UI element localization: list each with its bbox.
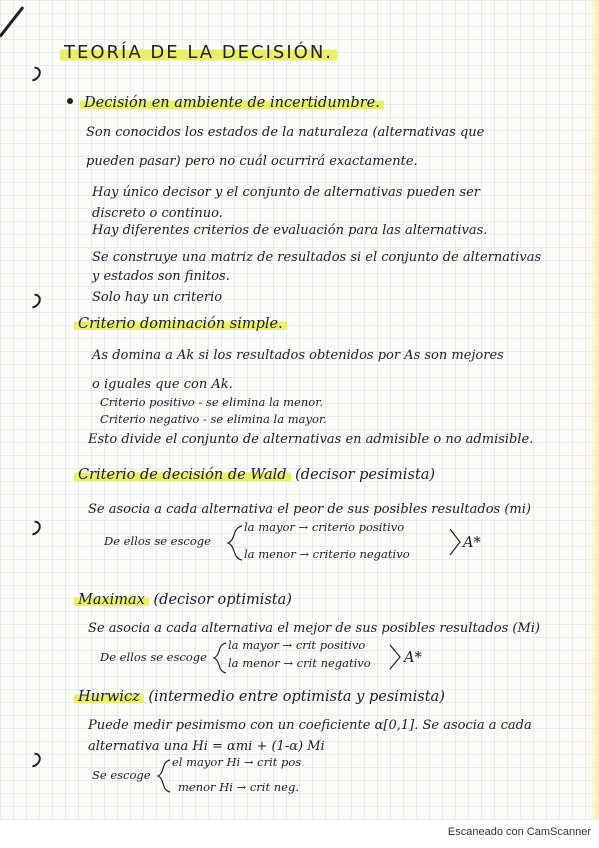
text-line: pueden pasar) pero no cuál ocurrirá exactamente. bbox=[86, 154, 418, 169]
text-line: Hay diferentes criterios de evaluación para las alternativas. bbox=[92, 223, 488, 238]
page-title bbox=[60, 44, 337, 62]
pen-stroke-mark bbox=[0, 6, 24, 38]
result-label: A* bbox=[404, 650, 422, 666]
choice-option: el mayor Hi → crit pos bbox=[172, 755, 302, 769]
closing-bracket-icon bbox=[388, 643, 402, 671]
bullet-dot bbox=[67, 98, 73, 104]
brace-icon bbox=[226, 524, 244, 562]
choice-option: la mayor → criterio positivo bbox=[244, 520, 405, 534]
text-line: As domina a Ak si los resultados obtenidos por As son mejores bbox=[92, 348, 504, 363]
text-line: Puede medir pesimismo con un coeficiente α[0,1]. Se asocia a cada bbox=[88, 718, 532, 733]
binder-hole-mark bbox=[23, 291, 44, 312]
text-line: Criterio negativo - se elimina la mayor. bbox=[100, 412, 327, 426]
heading-note: (decisor optimista) bbox=[153, 592, 292, 608]
choice-lead: De ellos se escoge bbox=[104, 534, 211, 548]
page-title-text: TEORÍA DE LA DECISIÓN. bbox=[60, 42, 337, 63]
section-heading-wald: Criterio de decisión de Wald (decisor pesimista) bbox=[74, 468, 435, 483]
section-heading-simple-dominance: Criterio dominación simple. bbox=[74, 317, 287, 332]
choice-lead: De ellos se escoge bbox=[100, 650, 207, 664]
heading-note: (intermedio entre optimista y pesimista) bbox=[148, 689, 445, 705]
section-heading-maximax: Maximax (decisor optimista) bbox=[74, 593, 292, 608]
text-line: Hay único decisor y el conjunto de alternativas pueden ser bbox=[92, 185, 480, 200]
text-line: Esto divide el conjunto de alternativas en admisible o no admisible. bbox=[88, 432, 534, 447]
choice-option: menor Hi → crit neg. bbox=[178, 780, 299, 794]
section-heading-uncertainty: Decisión en ambiente de incertidumbre. bbox=[80, 96, 384, 111]
text-line: alternativa una Hi = αmi + (1-α) Mi bbox=[88, 739, 325, 754]
binder-hole-mark bbox=[23, 64, 44, 85]
text-line: Se construye una matriz de resultados si el conjunto de alternativas bbox=[92, 250, 542, 265]
section-heading-hurwicz: Hurwicz (intermedio entre optimista y pesimista) bbox=[74, 690, 445, 705]
choice-option: la menor → criterio negativo bbox=[244, 547, 410, 561]
brace-icon bbox=[212, 641, 228, 675]
choice-option: la mayor → crit positivo bbox=[228, 638, 366, 652]
binder-hole-mark bbox=[23, 518, 44, 539]
result-label: A* bbox=[463, 535, 481, 551]
binder-hole-mark bbox=[23, 750, 44, 771]
closing-bracket-icon bbox=[448, 527, 462, 557]
scanner-watermark: Escaneado con CamScanner bbox=[447, 826, 591, 838]
text-line: discreto o continuo. bbox=[92, 206, 223, 221]
text-line: Se asocia a cada alternativa el mejor de sus posibles resultados (Mi) bbox=[88, 621, 540, 636]
text-line: Solo hay un criterio bbox=[92, 290, 223, 305]
choice-option: la menor → crit negativo bbox=[228, 656, 371, 670]
choice-lead: Se escoge bbox=[92, 768, 151, 782]
text-line: y estados son finitos. bbox=[92, 269, 230, 284]
brace-icon bbox=[156, 758, 172, 794]
text-line: Se asocia a cada alternativa el peor de sus posibles resultados (mi) bbox=[88, 502, 531, 517]
text-line: Criterio positivo - se elimina la menor. bbox=[100, 395, 324, 409]
text-line: o iguales que con Ak. bbox=[92, 377, 233, 392]
text-line: Son conocidos los estados de la naturaleza (alternativas que bbox=[86, 125, 485, 140]
page-edge-highlight bbox=[589, 0, 599, 820]
heading-note: (decisor pesimista) bbox=[295, 467, 436, 483]
